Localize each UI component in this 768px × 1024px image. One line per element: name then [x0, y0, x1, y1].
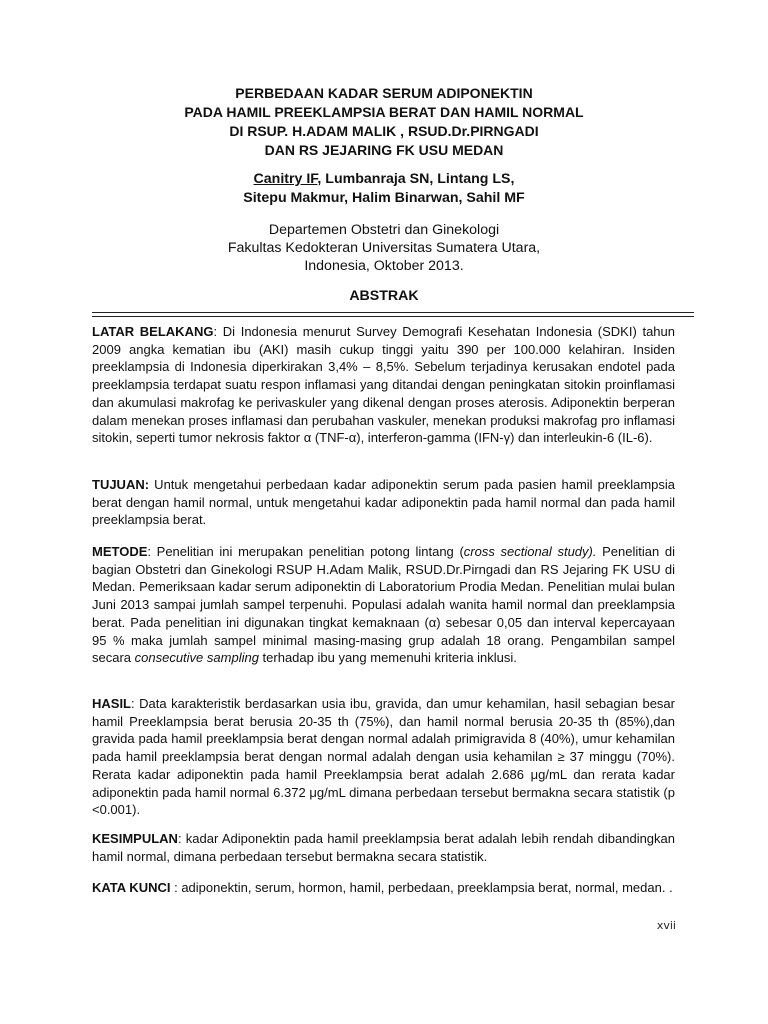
affiliation-line-3: Indonesia, Oktober 2013.: [304, 258, 464, 274]
title-line-4: DAN RS JEJARING FK USU MEDAN: [264, 142, 504, 158]
section-label: HASIL: [92, 696, 131, 711]
section-text: Penelitian di bagian Obstetri dan Ginekologi RSUP H.Adam Malik, RSUD.Dr.Pirngadi dan RS Jejaring FK USU di Medan. Pemeriksaan kadar serum adiponektin di Laboratorium Prodia Medan. Penelitian mulai bulan Juni 2013 sampai jumlah sampel terpenuhi. Populasi adalah wanita hamil normal dan preeklampsia berat. Pada penelitian ini digunakan tingkat kemaknaan (α) sebesar 0,05 dan interval kepercayaan 95 % maka jumlah sampel minimal masing-masing grup adalah 18 orang. Pengambilan sampel secara: [92, 544, 675, 666]
section-hasil: [92, 695, 675, 819]
section-tujuan: [92, 476, 675, 529]
paper-title: [0, 84, 768, 160]
section-label: METODE: [92, 544, 148, 559]
abstract-heading: ABSTRAK: [349, 288, 419, 304]
section-text: Untuk mengetahui perbedaan kadar adiponektin serum pada pasien hamil preeklampsia berat dengan hamil normal, untuk mengetahui kadar adiponektin pada hamil normal dan pada hamil preeklampsia berat.: [92, 477, 675, 528]
divider-top: [92, 312, 694, 313]
section-latar-belakang: [92, 323, 675, 447]
affiliation: [0, 221, 768, 275]
lead-author: Canitry IF: [253, 171, 318, 187]
title-line-3: DI RSUP. H.ADAM MALIK , RSUD.Dr.PIRNGADI: [229, 123, 539, 139]
section-text: : Di Indonesia menurut Survey Demografi Kesehatan Indonesia (SDKI) tahun 2009 angka kematian ibu (AKI) masih cukup tinggi yaitu 390 per 100.000 kelahiran. Insiden preeklampsia di Indonesia diperkirakan 3,4% – 8,5%. Sebelum terjadinya kerusakan endotel pada preeklampsia terdapat suatu respon inflamasi yang ditandai dengan peningkatan sitokin proinflamasi dan akumulasi makrofag ke perivaskuler yang dikenal dengan proses aterosis. Adiponektin berperan dalam menekan proses inflamasi dan perubahan vaskuler, menekan produksi makrofag pro inflamasi sitokin, seperti tumor nekrosis faktor α (TNF-α), interferon-gamma (IFN-γ) dan interleukin-6 (IL-6).: [92, 324, 675, 446]
section-text-italic: consecutive sampling: [134, 650, 259, 666]
section-text: terhadap ibu yang memenuhi kriteria inklusi.: [258, 650, 517, 666]
section-text: : adiponektin, serum, hormon, hamil, perbedaan, preeklampsia berat, normal, medan. .: [170, 880, 673, 895]
section-text: : kadar Adiponektin pada hamil preeklampsia berat adalah lebih rendah dibandingkan hamil normal, dimana perbedaan tersebut bermakna secara statistik.: [92, 831, 675, 864]
section-text: : Data karakteristik berdasarkan usia ibu, gravida, dan umur kehamilan, hasil sebagian besar hamil Preeklampsia berat berusia 20-35 th (75%), dan hamil normal berusia 20-35 th (85%),dan gravida pada hamil preeklampsia berat dengan normal adalah primigravida 8 (40%), umur kehamilan pada hamil preeklampsia berat dengan normal adalah dengan usia kehamilan ≥ 37 minggu (70%). Rerata kadar adiponektin pada hamil Preeklampsia berat adalah 2.686 μg/mL dan rerata kadar adiponektin pada hamil normal 6.372 μg/mL dimana perbedaan tersebut bermakna secara statistik (p <0.001).: [92, 696, 675, 818]
author-line-1: [0, 170, 768, 189]
section-label: TUJUAN:: [92, 477, 150, 492]
section-label: KESIMPULAN: [92, 831, 178, 846]
page-number: xvii: [656, 919, 676, 932]
affiliation-line-1: Departemen Obstetri dan Ginekologi: [268, 222, 500, 238]
divider-bottom: [92, 316, 694, 317]
affiliation-line-2: Fakultas Kedokteran Universitas Sumatera Utara,: [227, 240, 541, 256]
section-text-italic: cross sectional study).: [463, 544, 597, 559]
title-line-2: PADA HAMIL PREEKLAMPSIA BERAT DAN HAMIL NORMAL: [184, 104, 584, 120]
title-line-1: PERBEDAAN KADAR SERUM ADIPONEKTIN: [235, 85, 533, 101]
co-authors-1: , Lumbanraja SN, Lintang LS,: [317, 171, 515, 187]
section-label: KATA KUNCI: [92, 880, 171, 895]
author-list: [0, 170, 768, 208]
author-line-2: Sitepu Makmur, Halim Binarwan, Sahil MF: [243, 190, 525, 206]
section-kesimpulan: [92, 830, 675, 865]
section-metode: [92, 543, 675, 667]
section-label: LATAR BELAKANG: [92, 324, 214, 339]
section-text: : Penelitian ini merupakan penelitian potong lintang (: [147, 544, 464, 559]
section-kata-kunci: [92, 879, 675, 897]
